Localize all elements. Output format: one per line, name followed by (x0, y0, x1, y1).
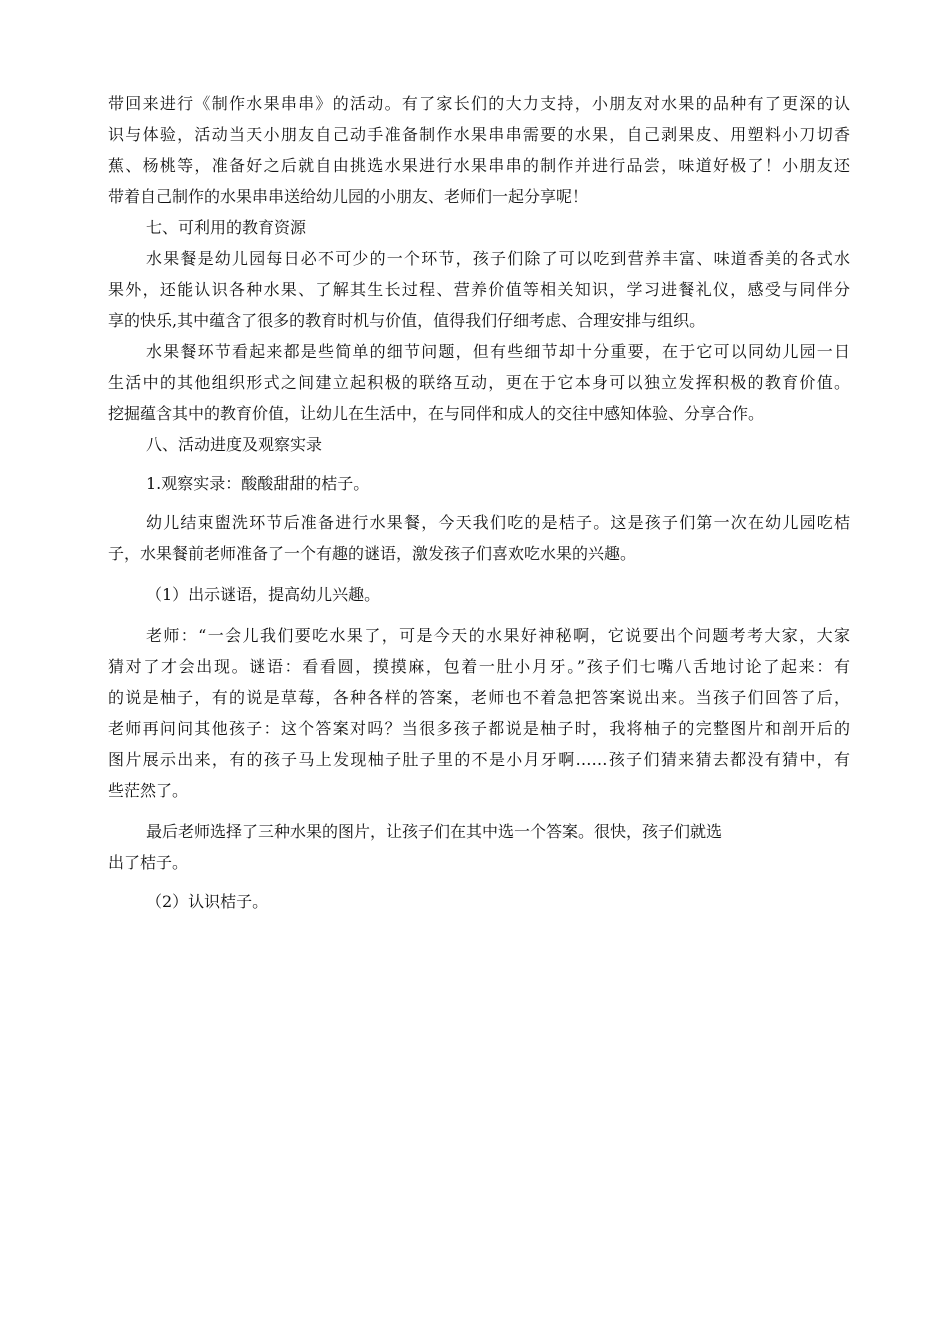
text-line: 蕉、杨桃等，准备好之后就自由挑选水果进行水果串串的制作并进行品尝，味道好极了！小朋友还 (108, 156, 850, 175)
subheading-observation-record: 1.观察实录：酸酸甜甜的桔子。 (146, 474, 370, 493)
subheading-riddle: （1）出示谜语，提高幼儿兴趣。 (146, 585, 381, 604)
text-line: 带回来进行《制作水果串串》的活动。有了家长们的大力支持，小朋友对水果的品种有了更深的认 (108, 94, 850, 113)
paragraph-tangerine-intro (108, 507, 850, 569)
text-line: 些茫然了。 (108, 781, 189, 800)
document-body (108, 88, 850, 917)
section-heading-activity-progress: 八、活动进度及观察实录 (146, 435, 323, 454)
paragraph-fruit-meal-details (108, 336, 850, 429)
paragraph-fruit-skewer-activity (108, 88, 850, 212)
text-line: 生活中的其他组织形式之间建立起积极的联络互动，更在于它本身可以独立发挥积极的教育价值。 (108, 373, 850, 392)
paragraph-riddle-dialogue (108, 620, 850, 806)
text-line: 果外，还能认识各种水果、了解其生长过程、营养价值等相关知识，学习进餐礼仪，感受与同伴分 (108, 280, 850, 299)
section-heading-educational-resources: 七、可利用的教育资源 (146, 218, 307, 237)
subheading-know-tangerine: （2）认识桔子。 (146, 892, 269, 911)
text-line: 水果餐是幼儿园每日必不可少的一个环节，孩子们除了可以吃到营养丰富、味道香美的各式水 (146, 249, 850, 268)
text-line: 享的快乐,其中蕴含了很多的教育时机与价值，值得我们仔细考虑、合理安排与组织。 (108, 311, 706, 330)
text-line: 出了桔子。 (108, 853, 189, 872)
text-line: 水果餐环节看起来都是些简单的细节问题，但有些细节却十分重要，在于它可以同幼儿园一日 (146, 342, 850, 361)
text-line: 图片展示出来，有的孩子马上发现柚子肚子里的不是小月牙啊……孩子们猜来猜去都没有猜中，有 (108, 750, 850, 769)
text-line: 最后老师选择了三种水果的图片，让孩子们在其中选一个答案。很快，孩子们就选 (146, 822, 723, 841)
text-line: 老师：“一会儿我们要吃水果了，可是今天的水果好神秘啊，它说要出个问题考考大家，大家 (146, 626, 850, 645)
text-line: 识与体验，活动当天小朋友自己动手准备制作水果串串需要的水果，自己剥果皮、用塑料小刀切香 (108, 125, 850, 144)
paragraph-fruit-meal-value (108, 243, 850, 336)
text-line: 幼儿结束盥洗环节后准备进行水果餐，今天我们吃的是桔子。这是孩子们第一次在幼儿园吃桔 (146, 513, 850, 532)
paragraph-picture-choice (108, 816, 850, 878)
text-line: 子，水果餐前老师准备了一个有趣的谜语，激发孩子们喜欢吃水果的兴趣。 (108, 544, 637, 563)
text-line: 挖掘蕴含其中的教育价值，让幼儿在生活中，在与同伴和成人的交往中感知体验、分享合作。 (108, 404, 765, 423)
text-line: 的说是柚子，有的说是草莓，各种各样的答案，老师也不着急把答案说出来。当孩子们回答了后， (108, 688, 850, 707)
text-line: 带着自己制作的水果串串送给幼儿园的小朋友、老师们一起分享呢！ (108, 187, 589, 206)
text-line: 猜对了才会出现。谜语：看看圆，摸摸麻，包着一肚小月牙。”孩子们七嘴八舌地讨论了起来：有 (108, 657, 850, 676)
text-line: 老师再问问其他孩子：这个答案对吗？当很多孩子都说是柚子时，我将柚子的完整图片和剖开后的 (108, 719, 850, 738)
